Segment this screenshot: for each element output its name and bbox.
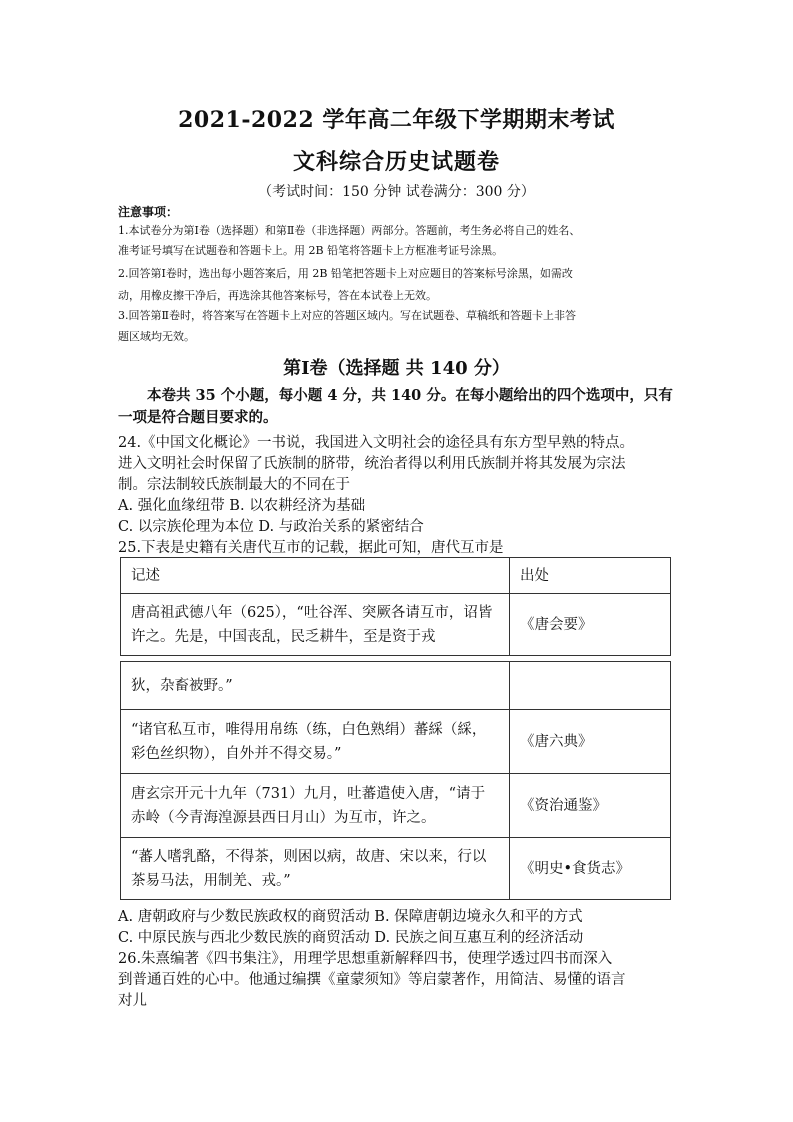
table-row [121,662,671,710]
table-row [121,594,671,656]
record-cell: 狄，杂畜被野。” [121,662,510,710]
record-cell: 唐高祖武德八年（625），“吐谷浑、突厥各请互市，诏皆许之。先是，中国丧乱，民乏耕牛，至是资于戎 [121,594,510,656]
record-cell: “诸官私互市，唯得用帛练（练，白色熟绢）蕃綵（綵，彩色丝织物），自外并不得交易。” [121,710,510,774]
notice-line: 2.回答第Ⅰ卷时，选出每小题答案后，用 2B 铅笔把答题卡上对应题目的答案标号涂黑，如需改 [118,267,573,280]
question-24-line: 制。宗法制较氏族制最大的不同在于 [118,477,350,493]
question-26-line: 对儿 [118,993,147,1009]
exam-info: （考试时间：150 分钟 试卷满分：300 分） [258,184,535,200]
table-row [121,774,671,838]
question-26-line: 26.朱熹编著《四书集注》，用理学思想重新解释四书，使理学透过四书而深入 [118,951,613,967]
table-row [121,710,671,774]
section-intro: 本卷共 35 个小题，每小题 4 分，共 140 分。在每小题给出的四个选项中，只有一项是符合题目要求的。 [118,387,673,426]
source-cell [510,662,671,710]
question-24-options: C. 以宗族伦理为本位 D. 与政治关系的紧密结合 [118,519,424,535]
notice-line: 准考证号填写在试题卷和答题卡上。用 2B 铅笔将答题卡上方框准考证号涂黑。 [118,244,504,257]
source-cell: 《资治通鉴》 [510,774,671,838]
record-cell: “蕃人嗜乳酪，不得茶，则困以病，故唐、宋以来，行以茶易马法，用制羌、戎。” [121,838,510,900]
question-24-options: A. 强化血缘纽带 B. 以农耕经济为基础 [118,498,366,514]
question-24-line: 进入文明社会时保留了氏族制的脐带，统治者得以利用氏族制并将其发展为宗法 [118,456,626,472]
source-cell: 《明史•食货志》 [510,838,671,900]
notice-line: 3.回答第Ⅱ卷时，将答案写在答题卡上对应的答题区域内。写在试题卷、草稿纸和答题卡上非答 [118,309,576,322]
source-cell: 《唐会要》 [510,594,671,656]
question-25-options: C. 中原民族与西北少数民族的商贸活动 D. 民族之间互惠互利的经济活动 [118,930,584,946]
header-record: 记述 [121,558,510,594]
paper-subtitle: 文科综合历史试题卷 [292,149,500,175]
source-cell: 《唐六典》 [510,710,671,774]
question-25-options: A. 唐朝政府与少数民族政权的商贸活动 B. 保障唐朝边境永久和平的方式 [118,909,583,925]
record-cell: 唐玄宗开元十九年（731）九月，吐蕃遣使入唐，“请于赤岭（今青海湟源县西日月山）为互市，许之。 [121,774,510,838]
notice-heading: 注意事项： [118,205,179,219]
notice-line: 动，用橡皮擦干净后，再选涂其他答案标号，答在本试卷上无效。 [118,289,437,302]
section-title: 第Ⅰ卷（选择题 共 140 分） [283,358,510,379]
records-table-part2 [120,661,671,900]
question-24-line: 24.《中国文化概论》一书说，我国进入文明社会的途径具有东方型早熟的特点。 [118,435,635,451]
table-row [121,838,671,900]
notice-line: 1.本试卷分为第Ⅰ卷（选择题）和第Ⅱ卷（非选择题）两部分。答题前，考生务必将自己的姓名、 [118,224,581,237]
question-26-line: 到普通百姓的心中。他通过编撰《童蒙须知》等启蒙著作，用简洁、易懂的语言 [118,972,626,988]
header-source: 出处 [510,558,671,594]
question-25-stem: 25.下表是史籍有关唐代互市的记载，据此可知，唐代互市是 [118,540,504,556]
notice-line: 题区域均无效。 [118,330,195,343]
exam-title: 2021-2022 学年高二年级下学期期末考试 [178,107,615,133]
table-header-row [121,558,671,594]
records-table-part1 [120,557,671,656]
